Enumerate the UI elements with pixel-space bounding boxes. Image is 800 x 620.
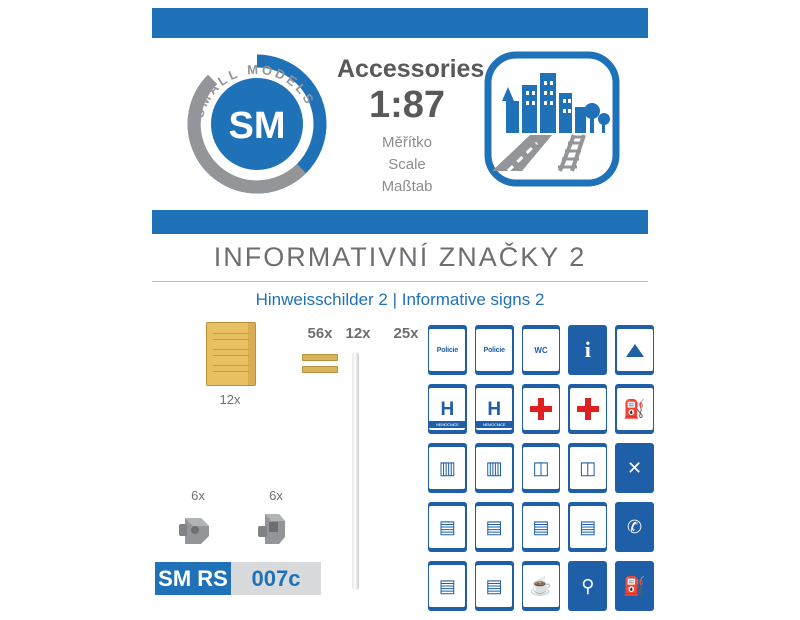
sign-grid bbox=[428, 325, 654, 620]
header-block bbox=[152, 44, 648, 204]
accessories-block bbox=[337, 55, 485, 198]
page-title: INFORMATIVNÍ ZNAČKY 2 bbox=[213, 242, 587, 272]
logo-arc-label: SMALL MODELS bbox=[191, 61, 319, 120]
tram-icon: ▤ bbox=[485, 517, 503, 537]
car-repair-sign bbox=[615, 384, 654, 434]
hospital-sign-2-label: H bbox=[487, 398, 502, 420]
gate-sign bbox=[522, 443, 561, 493]
police-sign-2 bbox=[475, 325, 514, 375]
hydrant-icon: ⚲ bbox=[581, 576, 595, 596]
city-road-icon bbox=[482, 49, 622, 189]
bus-icon: ▤ bbox=[579, 517, 597, 537]
hospital-sign-2 bbox=[475, 384, 514, 434]
train-station-sign-2 bbox=[475, 561, 514, 611]
accessories-title: Accessories bbox=[337, 55, 485, 83]
restaurant-sign bbox=[615, 443, 654, 493]
gold-bars bbox=[302, 354, 338, 378]
logo-arc-text bbox=[182, 49, 332, 199]
hospital-sign bbox=[428, 384, 467, 434]
garage-icon: ▥ bbox=[485, 458, 503, 478]
scale-label-cz: Měřítko bbox=[381, 134, 432, 152]
sign-pole bbox=[352, 352, 359, 590]
information-sign-label: i bbox=[584, 337, 591, 362]
bus-stop-sign-2 bbox=[568, 502, 607, 552]
telephone-icon: ✆ bbox=[627, 517, 643, 537]
one-way-up-sign bbox=[615, 325, 654, 375]
mid-blue-bar bbox=[152, 210, 648, 234]
scale-label-de: Maßtab bbox=[381, 177, 433, 195]
logo-monogram: SM bbox=[228, 105, 286, 147]
bus-icon: ▤ bbox=[438, 517, 456, 537]
bus-station-sign bbox=[428, 502, 467, 552]
fuel-pump-icon: ⛽ bbox=[623, 399, 646, 419]
arrow-up-icon bbox=[626, 344, 644, 357]
sign-row bbox=[428, 325, 654, 375]
gate-icon: ◫ bbox=[579, 458, 597, 478]
train-icon: ▤ bbox=[438, 576, 456, 596]
tram-station-sign bbox=[475, 502, 514, 552]
wc-sign bbox=[522, 325, 561, 375]
product-code-prefix: SM RS bbox=[155, 562, 231, 595]
booklet-count: 12x bbox=[219, 392, 241, 407]
gate-icon: ◫ bbox=[532, 458, 550, 478]
cup-icon: ☕ bbox=[529, 576, 553, 596]
cutlery-icon: ✕ bbox=[627, 458, 643, 478]
hospital-sign-2-sub: NEMOCNICE bbox=[476, 421, 512, 428]
first-aid-sign-2 bbox=[568, 384, 607, 434]
svg-text:SMALL MODELS bbox=[191, 62, 318, 120]
top-blue-bar bbox=[152, 8, 648, 38]
hospital-sign-sub: NEMOCNICE bbox=[429, 421, 465, 428]
sign-row bbox=[428, 443, 654, 493]
train-icon: ▤ bbox=[485, 576, 503, 596]
small-models-logo bbox=[182, 49, 332, 199]
sign-row bbox=[428, 384, 654, 434]
police-sign-label: Policie bbox=[436, 346, 458, 354]
wc-sign-label: WC bbox=[534, 345, 548, 355]
bars-count: 56x bbox=[307, 325, 333, 342]
page-subtitle: Hinweisschilder 2 | Informative signs 2 bbox=[255, 290, 545, 309]
train-station-sign bbox=[428, 561, 467, 611]
pole-count: 12x bbox=[345, 325, 371, 342]
red-cross-icon bbox=[577, 398, 599, 420]
parking-garage-sign-2 bbox=[475, 443, 514, 493]
gate-sign-2 bbox=[568, 443, 607, 493]
scale-label-en: Scale bbox=[388, 156, 426, 174]
fire-hydrant-sign bbox=[568, 561, 607, 611]
product-code-number: 007c bbox=[231, 562, 321, 595]
signs-count: 25x bbox=[393, 325, 419, 342]
first-aid-sign bbox=[522, 384, 561, 434]
clip-left-part bbox=[175, 506, 219, 550]
bus-stop-sign bbox=[522, 502, 561, 552]
title-divider bbox=[152, 281, 648, 282]
sign-row bbox=[428, 561, 654, 611]
cafe-sign bbox=[522, 561, 561, 611]
clip-right-count: 6x bbox=[269, 488, 283, 503]
garage-icon: ▥ bbox=[438, 458, 456, 478]
clip-right-part bbox=[253, 506, 297, 550]
instruction-booklet bbox=[206, 322, 256, 386]
clip-left-count: 6x bbox=[191, 488, 205, 503]
parking-garage-sign bbox=[428, 443, 467, 493]
information-sign bbox=[568, 325, 607, 375]
booklet-shade bbox=[248, 323, 255, 385]
police-sign bbox=[428, 325, 467, 375]
red-cross-icon bbox=[530, 398, 552, 420]
hospital-sign-label: H bbox=[440, 398, 455, 420]
fuel-station-sign bbox=[615, 561, 654, 611]
fuel-pump-icon: ⛽ bbox=[623, 576, 646, 596]
sign-row bbox=[428, 502, 654, 552]
bus-icon: ▤ bbox=[532, 517, 550, 537]
scale-value: 1:87 bbox=[368, 83, 446, 126]
police-sign-2-label: Policie bbox=[483, 346, 505, 354]
product-code bbox=[155, 562, 321, 595]
telephone-sign bbox=[615, 502, 654, 552]
